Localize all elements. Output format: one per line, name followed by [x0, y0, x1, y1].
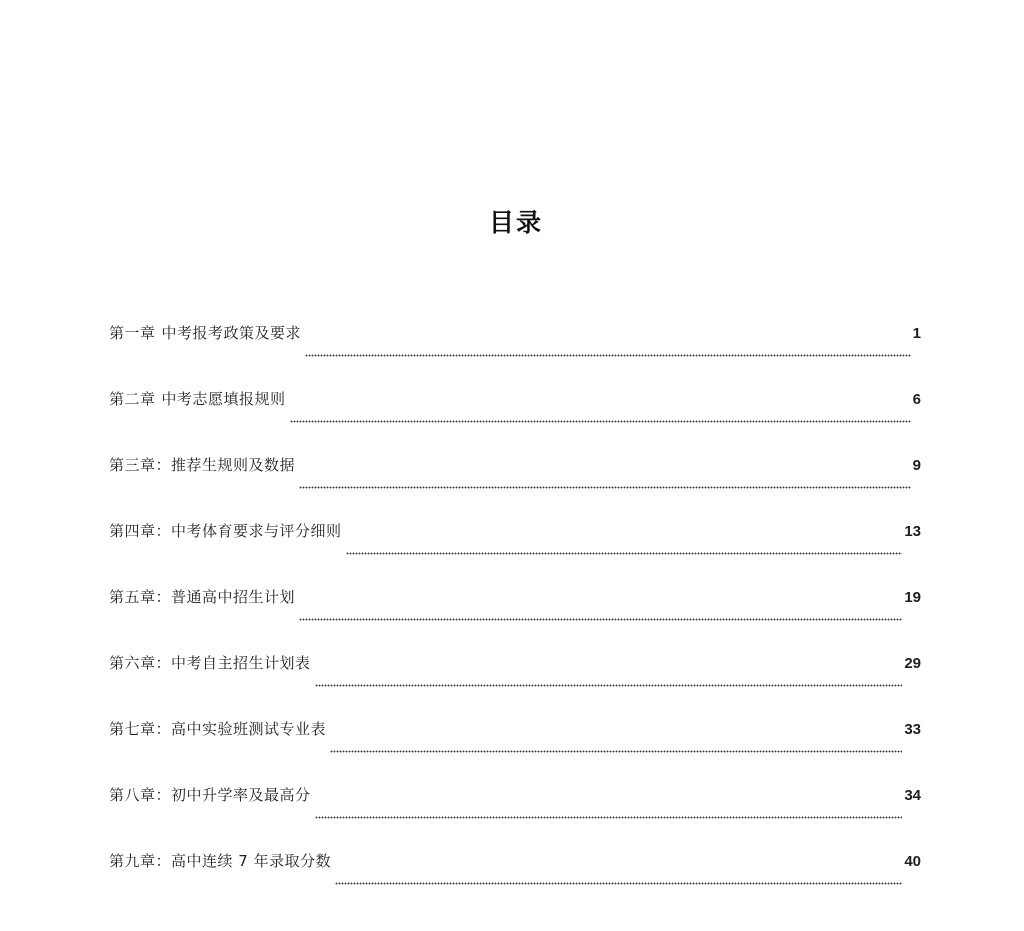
toc-page-number: 19: [904, 589, 921, 606]
toc-dot-leader: [346, 548, 903, 558]
toc-dot-leader: [299, 614, 902, 624]
toc-entry[interactable]: [109, 318, 921, 384]
toc-dot-leader: [290, 416, 911, 426]
toc-chapter-title: 中考报考政策及要求: [161, 324, 302, 342]
toc-chapter-number: 第七章：: [109, 720, 172, 738]
toc-page-number: 29: [904, 655, 921, 672]
toc-entry-label: [109, 714, 326, 744]
toc-entry[interactable]: [109, 450, 921, 516]
toc-chapter-number: 第三章：: [109, 456, 172, 474]
toc-entry-label: [109, 450, 295, 480]
toc-entry[interactable]: [109, 384, 921, 450]
toc-dot-leader: [315, 680, 903, 690]
toc-chapter-title: 高中连续 7 年录取分数: [171, 852, 332, 870]
toc-chapter-number: 第九章：: [109, 852, 172, 870]
toc-dot-leader: [315, 812, 903, 822]
toc-page-number: 1: [912, 325, 921, 342]
toc-dot-leader: [330, 746, 902, 756]
toc-page-number: 34: [904, 787, 921, 804]
toc-entry-label: [109, 516, 342, 546]
toc-page-number: 13: [904, 523, 921, 540]
toc-entry-label: [109, 846, 331, 876]
toc-page-number: 9: [912, 457, 921, 474]
toc-chapter-number: 第一章: [109, 324, 156, 342]
toc-page-number: 33: [904, 721, 921, 738]
toc-entry-label: [109, 318, 301, 348]
toc-entry[interactable]: [109, 846, 921, 912]
toc-entry-label: [109, 582, 295, 612]
toc-entry-label: [109, 384, 286, 414]
toc-dot-leader: [299, 482, 911, 492]
toc-entry-label: [109, 648, 311, 678]
toc-entry[interactable]: [109, 582, 921, 648]
toc-chapter-number: 第五章：: [109, 588, 172, 606]
toc-page-number: 40: [904, 853, 921, 870]
toc-chapter-title: 推荐生规则及数据: [171, 456, 296, 474]
toc-title: 目录: [488, 208, 543, 237]
toc-chapter-number: 第四章：: [109, 522, 172, 540]
toc-page-number: 6: [912, 391, 921, 408]
toc-chapter-number: 第八章：: [109, 786, 172, 804]
toc-chapter-title: 高中实验班测试专业表: [171, 720, 327, 738]
toc-entry[interactable]: [109, 714, 921, 780]
toc-chapter-title: 中考自主招生计划表: [171, 654, 311, 672]
toc-chapter-title: 中考志愿填报规则: [161, 390, 286, 408]
toc-chapter-title: 初中升学率及最高分: [171, 786, 311, 804]
toc-entry[interactable]: [109, 516, 921, 582]
toc-entry-label: [109, 780, 311, 810]
toc-chapter-number: 第六章：: [109, 654, 172, 672]
toc-list: [109, 318, 921, 912]
toc-chapter-title: 普通高中招生计划: [171, 588, 296, 606]
toc-entry[interactable]: [109, 648, 921, 714]
toc-chapter-title: 中考体育要求与评分细则: [171, 522, 342, 540]
toc-entry[interactable]: [109, 780, 921, 846]
toc-dot-leader: [305, 350, 911, 360]
toc-dot-leader: [335, 878, 902, 888]
toc-chapter-number: 第二章: [109, 390, 156, 408]
